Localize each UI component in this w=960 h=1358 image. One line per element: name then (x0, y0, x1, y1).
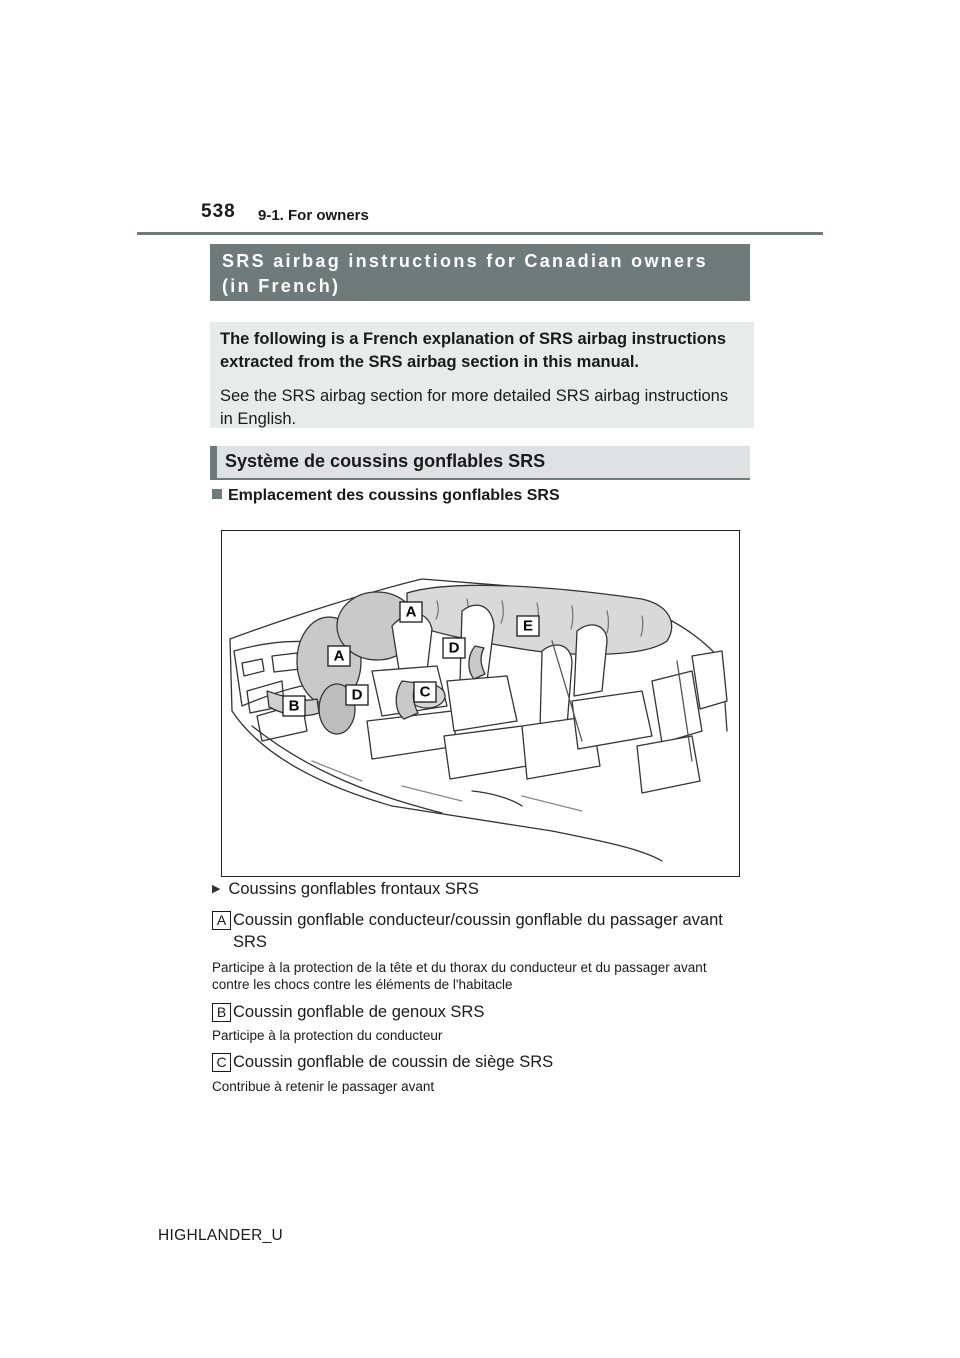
footer-model-code: HIGHLANDER_U (158, 1227, 284, 1244)
subheading (210, 446, 750, 480)
callout-a-lower-text: A (333, 647, 345, 665)
airbag-location-figure (221, 530, 740, 877)
section-label: 9-1. For owners (258, 207, 369, 224)
square-bullet-icon (212, 489, 222, 499)
header-rule (137, 232, 823, 235)
page-title-box (210, 244, 750, 301)
callout-c-text: C (419, 683, 431, 701)
item-a-desc: Participe à la protection de la tête et du thorax du conducteur et du passager avant contre les chocs contre les éléments de l'habitacle (212, 960, 707, 992)
intro-box (210, 322, 754, 428)
item-a-title: Coussin gonflable conducteur/coussin gonflable du passager avant SRS (233, 911, 723, 951)
intro-bold-text: The following is a French explanation of SRS airbag instructions extracted from the SRS airbag section in this manual. (220, 330, 727, 371)
callout-d-lower-text: D (351, 686, 363, 704)
item-b-desc: Participe à la protection du conducteur (212, 1028, 443, 1043)
callout-d-upper-text: D (448, 639, 460, 657)
callout-b-text: B (288, 697, 300, 715)
vehicle-interior-illustration (222, 531, 739, 876)
page-title: SRS airbag instructions for Canadian owners (in French) (222, 251, 708, 296)
item-c-desc: Contribue à retenir le passager avant (212, 1079, 435, 1094)
callout-a-upper-text: A (405, 603, 417, 621)
item-a-label: A (212, 911, 231, 930)
item-b-label: B (212, 1003, 231, 1022)
topic-heading (212, 487, 560, 505)
page-number: 538 (201, 201, 236, 222)
item-b-title: Coussin gonflable de genoux SRS (233, 1003, 485, 1021)
bullet-text: Coussins gonflables frontaux SRS (228, 880, 479, 898)
callout-e-text: E (522, 617, 534, 635)
subheading-text: Système de coussins gonflables SRS (225, 451, 546, 471)
bullet-front-airbags (212, 880, 479, 899)
triangle-bullet-icon: ▶ (212, 883, 221, 895)
item-c-label: C (212, 1053, 231, 1072)
topic-text: Emplacement des coussins gonflables SRS (228, 487, 560, 504)
item-c-title: Coussin gonflable de coussin de siège SRS (233, 1053, 554, 1071)
intro-plain-text: See the SRS airbag section for more detailed SRS airbag instructions in English. (220, 387, 729, 428)
